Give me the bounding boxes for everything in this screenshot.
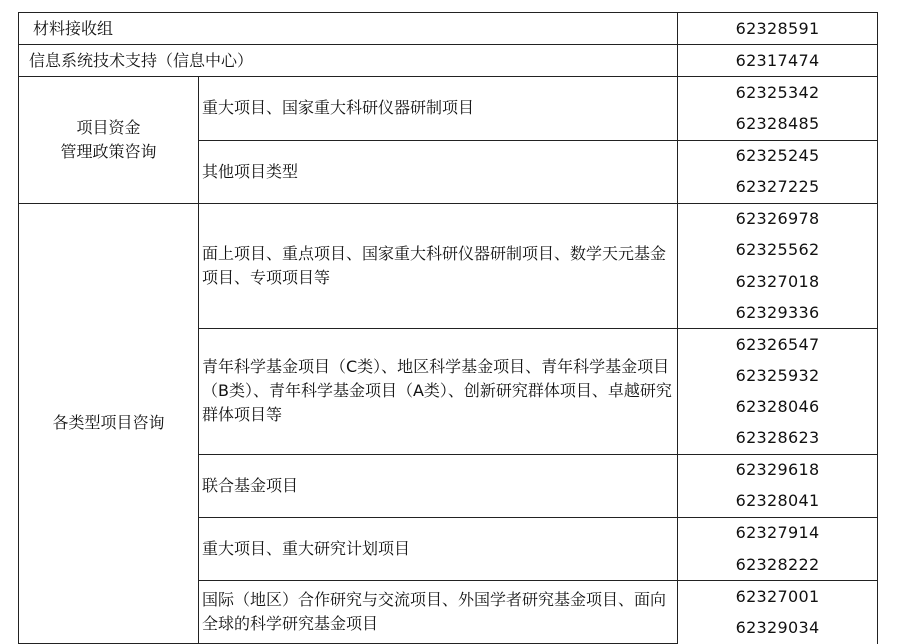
phone-number: 62328623: [678, 423, 878, 455]
table-row: [19, 45, 878, 77]
phone-number: 62325245: [678, 140, 878, 172]
subcategory-cell: 重大项目、国家重大科研仪器研制项目: [199, 77, 678, 140]
phone-number: 62325342: [678, 77, 878, 109]
category-line: 管理政策咨询: [60, 142, 157, 162]
contact-table: [18, 12, 878, 644]
category-cell: 各类型项目咨询: [19, 203, 199, 643]
phone-number: 62329618: [678, 454, 878, 486]
phone-number: 62328041: [678, 486, 878, 518]
subcategory-cell: 青年科学基金项目（C类）、地区科学基金项目、青年科学基金项目（B类）、青年科学基金项目（A类）、创新研究群体项目、卓越研究群体项目等: [199, 329, 678, 454]
phone-number: 62328222: [678, 549, 878, 581]
phone-number: 62327001: [678, 581, 878, 613]
phone-number: 62326978: [678, 203, 878, 235]
phone-number: 62329336: [678, 297, 878, 329]
subcategory-cell: 面上项目、重点项目、国家重大科研仪器研制项目、数学天元基金项目、专项项目等: [199, 203, 678, 328]
table-row: [19, 203, 878, 235]
category-cell: [19, 77, 199, 204]
phone-number: 62328485: [678, 108, 878, 140]
subcategory-cell: 重大项目、重大研究计划项目: [199, 517, 678, 580]
category-line: 项目资金: [76, 118, 141, 138]
phone-number: 62329034: [678, 612, 878, 643]
phone-number: 62327018: [678, 266, 878, 297]
phone-number: 62317474: [678, 45, 878, 77]
row-label: 材料接收组: [19, 13, 678, 45]
subcategory-cell: 国际（地区）合作研究与交流项目、外国学者研究基金项目、面向全球的科学研究基金项目: [199, 581, 678, 644]
subcategory-cell: 其他项目类型: [199, 140, 678, 203]
phone-number: 62327914: [678, 517, 878, 549]
phone-number: 62325932: [678, 360, 878, 391]
table-row: [19, 77, 878, 109]
subcategory-cell: 联合基金项目: [199, 454, 678, 517]
phone-number: 62326547: [678, 329, 878, 361]
phone-number: 62328046: [678, 391, 878, 422]
row-label: 信息系统技术支持（信息中心）: [19, 45, 678, 77]
phone-number: 62328591: [678, 13, 878, 45]
phone-number: 62327225: [678, 172, 878, 204]
table-row: [19, 13, 878, 45]
phone-number: 62325562: [678, 235, 878, 266]
